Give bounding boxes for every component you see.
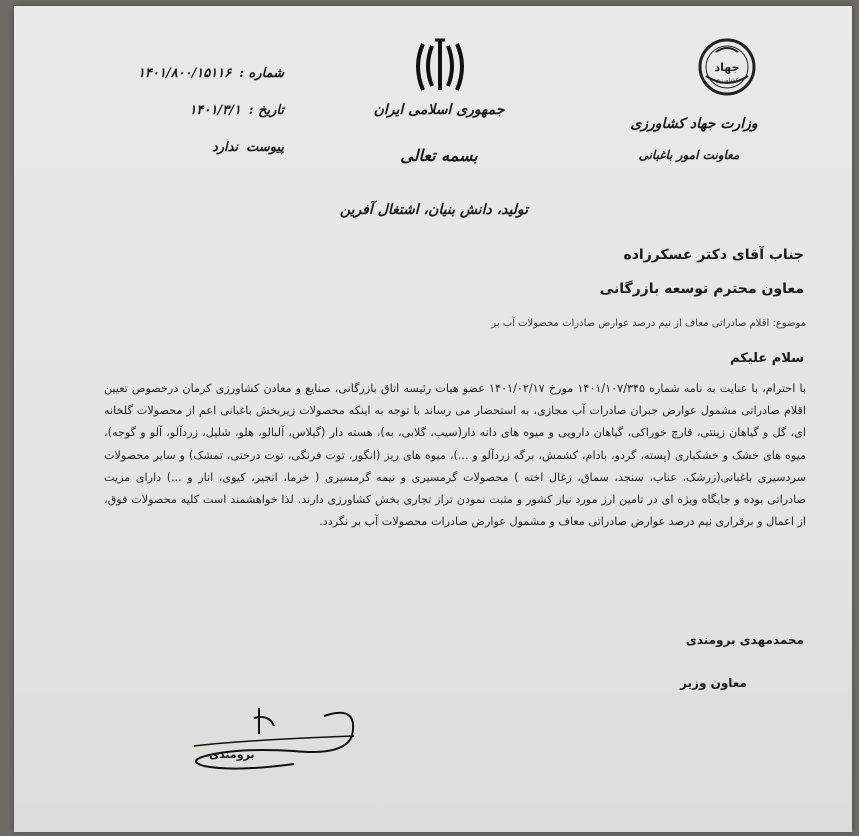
date-label: تاریخ : (248, 103, 284, 118)
number-value: ۱۴۰۱/۸۰۰/۱۵۱۱۶ (137, 66, 232, 81)
letter-subject: موضوع: اقلام صادراتی معاف از نیم درصد عوارض صادرات محصولات آب بر (491, 318, 806, 329)
letter-attachment (114, 140, 284, 155)
ministry-name: وزارت جهاد کشاورزی (630, 116, 758, 132)
svg-text:جهاد: جهاد (714, 61, 740, 74)
date-value: ۱۴۰۱/۳/۱ (189, 103, 241, 118)
svg-text:کشاورزی: کشاورزی (715, 77, 739, 84)
signature-handwritten-name: برومندی (209, 748, 255, 761)
addressee (600, 238, 804, 306)
attachment-label: پیوست (246, 140, 284, 155)
republic-title: جمهوری اسلامی ایران (373, 102, 505, 118)
iran-emblem-icon (411, 36, 469, 96)
signature-icon (174, 696, 374, 786)
attachment-value: ندارد (211, 140, 239, 155)
letter-page (14, 6, 852, 832)
slogan: تولید، دانش بنیان، اشتغال آفرین (339, 202, 529, 218)
number-label: شماره : (239, 66, 284, 81)
addressee-title: معاون محترم توسعه بازرگانی (599, 281, 804, 297)
signer-name: محمدمهدی برومندی (685, 633, 804, 647)
signer-title: معاون وزیر (680, 676, 747, 690)
basmala: بسمه تعالی (400, 146, 478, 165)
deputy-department: معاونت امور باغبانی (638, 148, 740, 162)
letter-number (114, 66, 284, 81)
addressee-name: جناب آقای دکتر عسکرزاده (623, 247, 804, 263)
letter-body: با احترام، با عنایت به نامه شماره ۱۴۰۱/۱۰۷/۳۴۵ مورخ ۱۴۰۱/۰۲/۱۷ عضو هیات رئیسه اتاق بازرگانی، صنایع و معادن کشاورزی کرمان درخصوص تعیین اقلام صادراتی مشمول عوارض جبران صادرات آب مجازی، به استحضار می رساند با توجه به اینکه محصولات زیربخش باغبانی اعم از محصولات گلخانه ای، گل و گیاهان زینتی، قارچ خوراکی، گیاهان دارویی و میوه های دانه دار(سیب، گلابی، به)، هسته دار (گیلاس، آلبالو، هلو، شلیل، زردآلو، آلو و گوجه)، میوه های خشک و خشکباری (پسته، گردو، بادام، کشمش، برگه زردآلو و ...)، میوه های ریز (انگور، توت فرنگی، توت درختی، تمشک) و سایر محصولات سردسیری باغبانی(زرشک، عناب، سنجد، سماق، زغال اخته ) محصولات گرمسیری و نیمه گرمسیری ( خرما، انجیر، کیوی، انار و ...) دارای مزیت صادراتی بوده و جایگاه ویژه ای در تامین ارز مورد نیاز کشور و مثبت نمودن تراز تجاری بخش کشاورزی دارند. لذا خواهشمند است کلیه محصولات فوق، از اعمال و برقراری نیم درصد عوارض صادراتی معاف و مشمول عوارض صادرات محصولات آب بر نگردد. (104, 382, 806, 529)
greeting: سلام علیکم (730, 351, 804, 366)
jahad-logo-icon (696, 36, 758, 98)
letter-date (114, 103, 284, 118)
